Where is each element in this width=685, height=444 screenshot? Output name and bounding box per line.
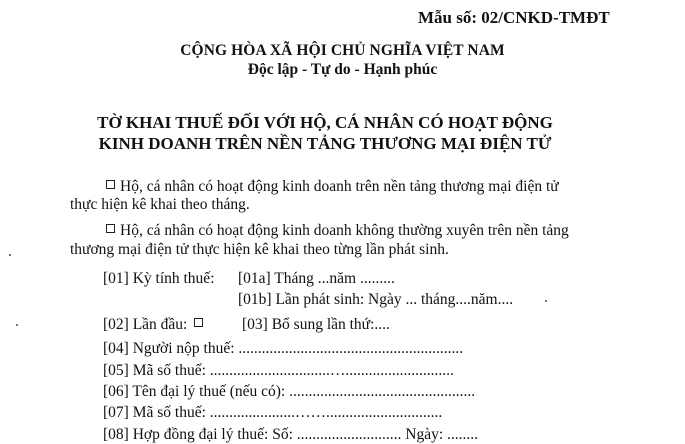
option-monthly-line1 — [106, 178, 559, 196]
field-04-taxpayer[interactable]: [04] Người nộp thuế: .......................................................... — [103, 340, 464, 357]
field-01a[interactable]: [01a] Tháng ...năm ......... — [238, 270, 395, 287]
field-06-tax-agent[interactable]: [06] Tên đại lý thuế (nếu có): ................................................ — [103, 383, 476, 400]
field-03[interactable]: [03] Bổ sung lần thứ:.... — [242, 316, 390, 333]
scan-speck — [9, 254, 11, 256]
field-02 — [103, 316, 208, 334]
field-07-agent-tax-code[interactable]: [07] Mã số thuế: ......................…….............................. — [103, 404, 443, 421]
option-monthly-text: Hộ, cá nhân có hoạt động kinh doanh trên nền tảng thương mại điện tử — [120, 178, 559, 195]
option-occasional-line1 — [106, 222, 569, 240]
option-occasional-line2: thương mại điện tử thực hiện kê khai theo từng lần phát sinh. — [70, 241, 449, 258]
scan-speck — [16, 324, 18, 326]
occasional-checkbox[interactable] — [106, 224, 115, 233]
field-01b[interactable]: [01b] Lần phát sinh: Ngày ... tháng....năm.... — [238, 291, 514, 308]
option-monthly-line2: thực hiện kê khai theo tháng. — [70, 196, 250, 213]
field-01-label: [01] Kỳ tính thuế: — [103, 270, 215, 287]
first-time-checkbox[interactable] — [194, 318, 203, 327]
national-motto: Độc lập - Tự do - Hạnh phúc — [247, 61, 438, 78]
national-title: CỘNG HÒA XÃ HỘI CHỦ NGHĨA VIỆT NAM — [180, 42, 505, 59]
document-title-line2: KINH DOANH TRÊN NỀN TẢNG THƯƠNG MẠI ĐIỆN TỬ — [98, 134, 552, 153]
document-title-line1: TỜ KHAI THUẾ ĐỐI VỚI HỘ, CÁ NHÂN CÓ HOẠT ĐỘNG — [97, 113, 553, 132]
field-08-agent-contract[interactable]: [08] Hợp đồng đại lý thuế: Số: ........................... Ngày: ........ — [103, 426, 479, 443]
scan-speck — [545, 300, 547, 302]
monthly-checkbox[interactable] — [106, 180, 115, 189]
field-02-label: [02] Lần đầu: — [103, 316, 188, 333]
option-occasional-text: Hộ, cá nhân có hoạt động kinh doanh không thường xuyên trên nền tảng — [120, 222, 569, 239]
form-code: Mẫu số: 02/CNKD-TMĐT — [418, 8, 610, 27]
field-05-tax-code[interactable]: [05] Mã số thuế: ...............................…............................ — [103, 362, 454, 379]
